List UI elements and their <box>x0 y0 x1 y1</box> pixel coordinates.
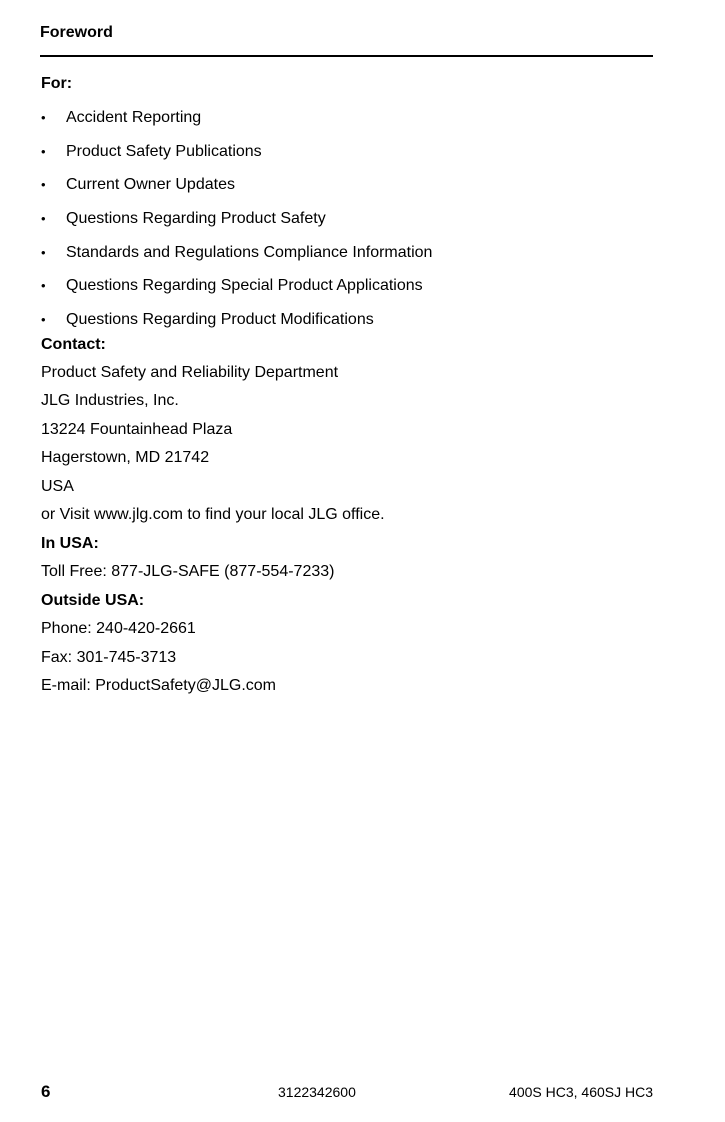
street-address: 13224 Fountainhead Plaza <box>41 420 233 438</box>
in-usa-heading: In USA: <box>41 534 99 552</box>
fax-number: Fax: 301-745-3713 <box>41 648 177 666</box>
country: USA <box>41 477 74 495</box>
page-footer <box>40 1082 653 1102</box>
email-address: E-mail: ProductSafety@JLG.com <box>41 677 276 695</box>
list-item: • Accident Reporting <box>41 108 653 128</box>
phone-number: Phone: 240-420-2661 <box>41 620 196 638</box>
list-item: • Questions Regarding Special Product Applications <box>41 276 653 296</box>
document-number: 3122342600 <box>278 1084 356 1100</box>
list-item: • Questions Regarding Product Modifications <box>41 310 653 330</box>
toll-free-number: Toll Free: 877-JLG-SAFE (877-554-7233) <box>41 563 335 581</box>
list-item: • Current Owner Updates <box>41 175 653 195</box>
model-names: 400S HC3, 460SJ HC3 <box>509 1084 653 1100</box>
page-title: Foreword <box>40 24 113 41</box>
for-list <box>41 108 653 330</box>
department-name: Product Safety and Reliability Department <box>41 363 339 381</box>
header-divider <box>40 55 653 57</box>
list-item: • Product Safety Publications <box>41 142 653 162</box>
for-heading: For: <box>41 75 73 92</box>
page-number: 6 <box>41 1082 51 1101</box>
visit-website-note: or Visit www.jlg.com to find your local JLG office. <box>41 506 385 524</box>
page-content <box>41 74 653 705</box>
contact-heading: Contact: <box>41 335 106 353</box>
list-item: • Questions Regarding Product Safety <box>41 209 653 229</box>
city-address: Hagerstown, MD 21742 <box>41 449 210 467</box>
company-name: JLG Industries, Inc. <box>41 392 179 410</box>
list-item: • Standards and Regulations Compliance Information <box>41 243 653 263</box>
outside-usa-heading: Outside USA: <box>41 591 145 609</box>
